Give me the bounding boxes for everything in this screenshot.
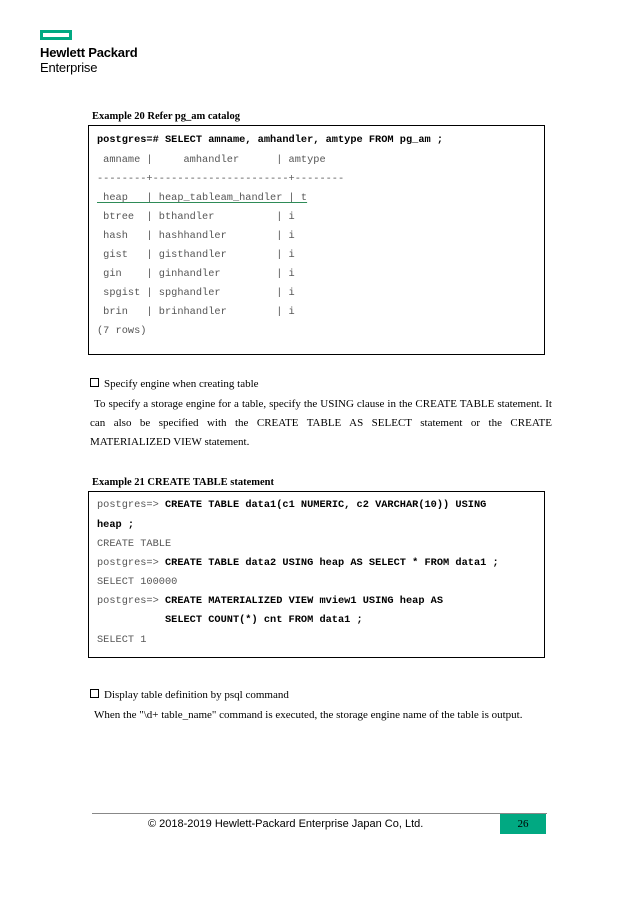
code-line: spgist | spghandler | i: [97, 287, 295, 299]
example20-code-box: [88, 125, 545, 355]
code-line: btree | bthandler | i: [97, 211, 295, 223]
code-line: postgres=> CREATE TABLE data2 USING heap AS SELECT * FROM data1 ;: [97, 557, 499, 569]
code-line: SELECT COUNT(*) cnt FROM data1 ;: [97, 614, 363, 626]
section1-heading: Specify engine when creating table: [90, 378, 259, 390]
footer-copyright: © 2018-2019 Hewlett-Packard Enterprise Japan Co, Ltd.: [148, 818, 424, 830]
code-line: brin | brinhandler | i: [97, 306, 295, 318]
code-line: --------+----------------------+--------: [97, 173, 345, 185]
code-line: postgres=> CREATE MATERIALIZED VIEW mview1 USING heap AS: [97, 595, 444, 607]
example20-caption: Example 20 Refer pg_am catalog: [92, 111, 240, 122]
code-line: [97, 192, 307, 204]
section2-heading: Display table definition by psql command: [90, 689, 289, 701]
logo-text-line1: Hewlett Packard: [40, 45, 138, 60]
code-line: CREATE TABLE: [97, 538, 172, 550]
code-line: amname | amhandler | amtype: [97, 154, 326, 166]
page-number: 26: [500, 814, 546, 834]
hpe-logo-mark: [40, 30, 72, 40]
code-line: postgres=# SELECT amname, amhandler, amtype FROM pg_am ;: [97, 134, 444, 146]
code-line: postgres=> CREATE TABLE data1(c1 NUMERIC, c2 VARCHAR(10)) USING: [97, 499, 487, 511]
heap-row-text: heap | heap_tableam_handler | t: [97, 192, 308, 204]
code-line: SELECT 1: [97, 634, 147, 646]
hpe-logo: [40, 30, 137, 75]
checkbox-bullet-icon: [90, 378, 99, 387]
section2-paragraph: When the "\d+ table_name" command is executed, the storage engine name of the table is output.: [94, 709, 523, 721]
footer-divider: [92, 813, 547, 814]
example21-caption: Example 21 CREATE TABLE statement: [92, 477, 275, 488]
logo-text-line2: Enterprise: [40, 60, 98, 75]
section1-paragraph: To specify a storage engine for a table, specify the USING clause in the CREATE TABLE statement. It can also be specified with the CREATE TABLE AS SELECT statement or the CREATE MATERIALIZED VIEW statement.: [90, 398, 552, 448]
code-line: SELECT 100000: [97, 576, 178, 588]
code-line: gin | ginhandler | i: [97, 268, 295, 280]
checkbox-bullet-icon: [90, 689, 99, 698]
code-line: hash | hashhandler | i: [97, 230, 295, 242]
code-line: heap ;: [97, 519, 135, 531]
code-line: gist | gisthandler | i: [97, 249, 295, 261]
example21-code-box: [88, 491, 545, 658]
code-line: (7 rows): [97, 325, 147, 337]
